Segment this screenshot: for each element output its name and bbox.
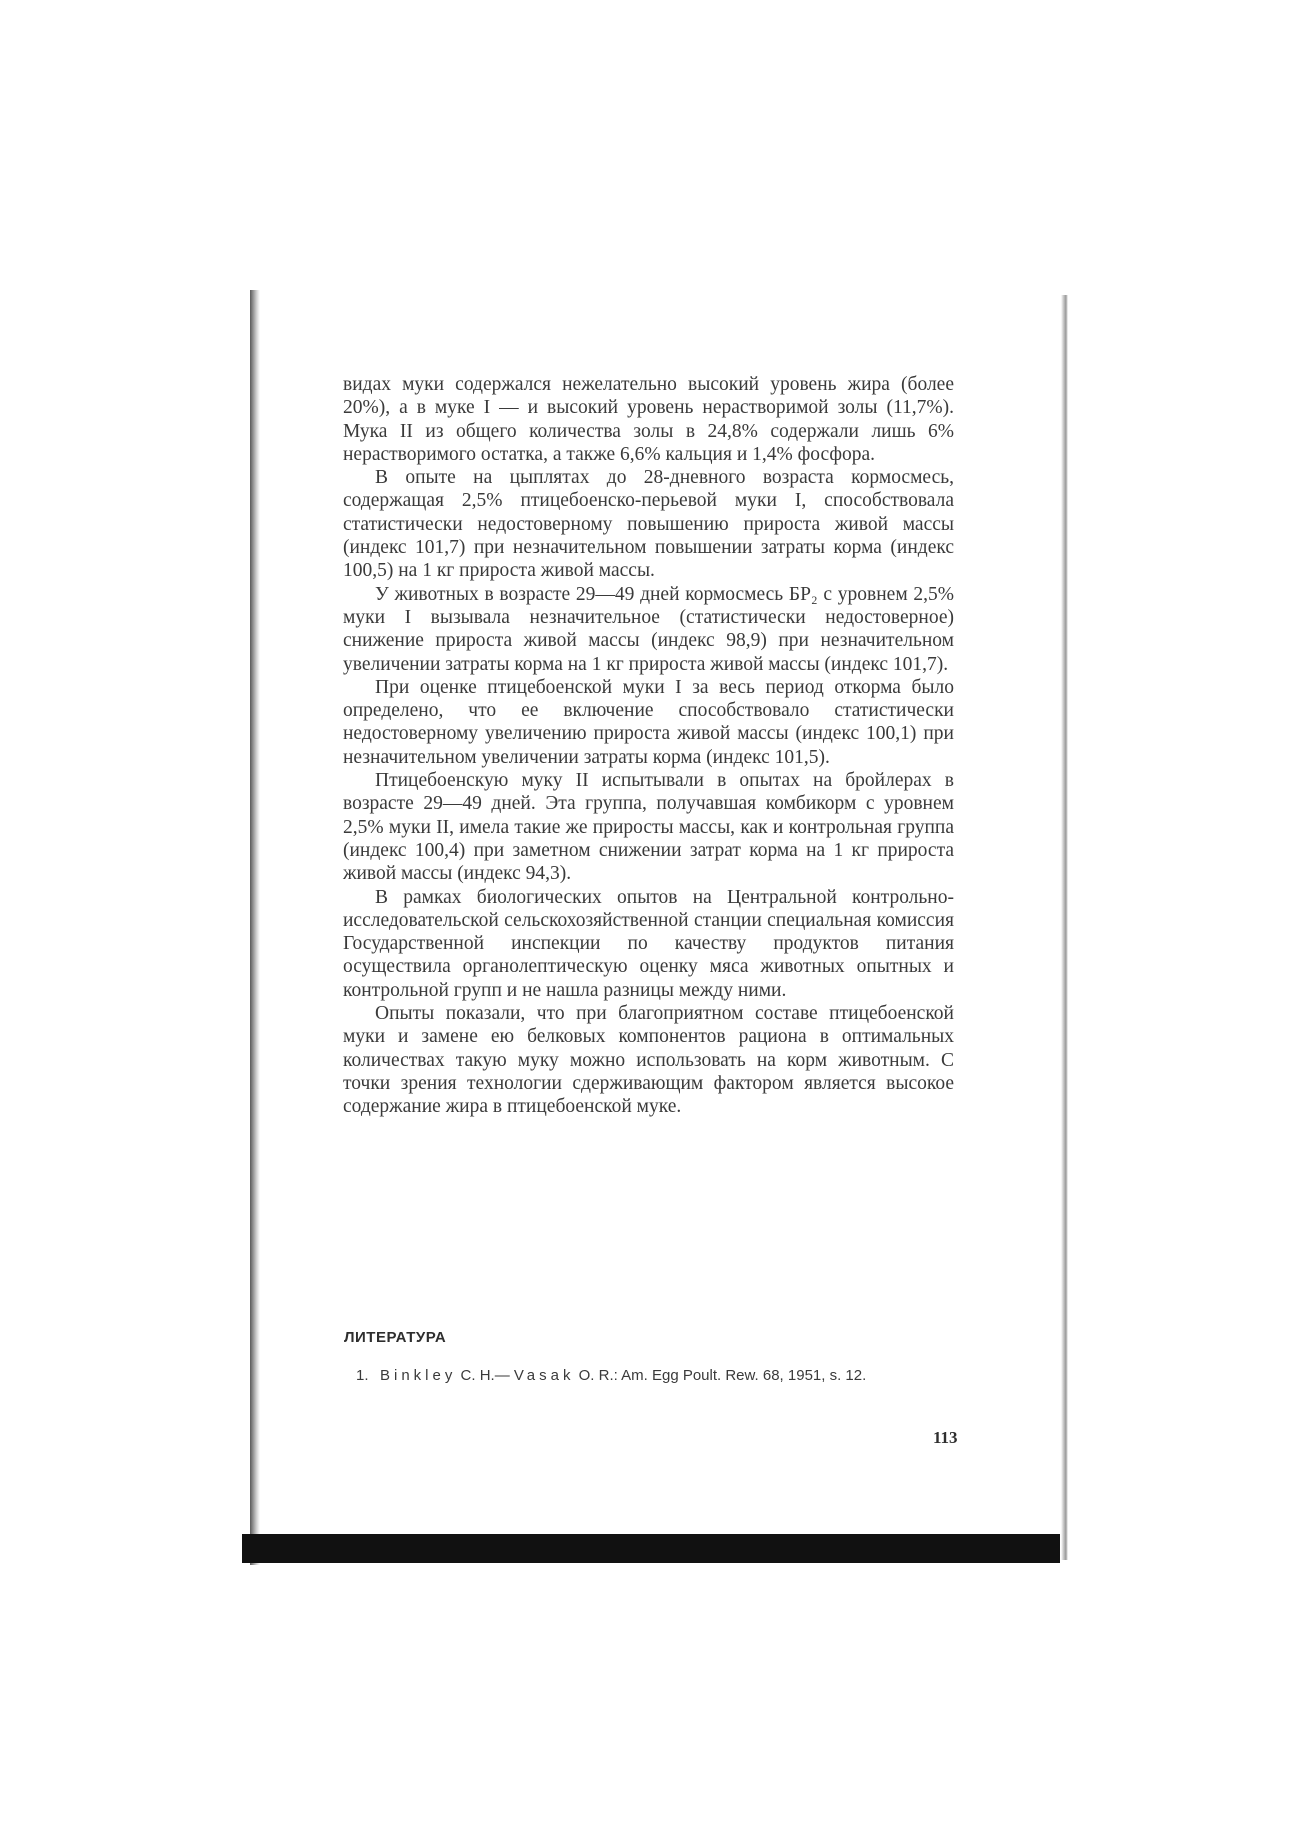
reference-initials: C. H.— xyxy=(460,1367,510,1384)
paragraph: При оценке птицебоенской муки I за весь период откорма было определено, что ее включение способствовало статистически недостоверному увеличению прироста живой массы (индекс 100,1) при незначительном увеличении затраты корма (индекс 101,5). xyxy=(343,676,954,768)
scan-shadow-right xyxy=(1061,295,1068,1560)
scan-shadow-bottom xyxy=(242,1534,1060,1563)
reference-item xyxy=(356,1366,956,1386)
reference-author: Binkley xyxy=(380,1367,457,1384)
paragraph: В опыте на цыплятах до 28-дневного возраста кормосмесь, содержащая 2,5% птицебоенско-перьевой муки I, способствовала статистически недостоверному повышению прироста живой массы (индекс 101,7) при незначительном повышении затраты корма (индекс 100,5) на 1 кг прироста живой массы. xyxy=(343,467,954,582)
paragraph: В рамках биологических опытов на Центральной контрольно-исследовательской сельскохозяйственной станции специальная комиссия Государственной инспекции по качеству продуктов питания осуществила органолептическую оценку мяса животных опытных и контрольной групп и не нашла разницы между ними. xyxy=(343,886,954,1001)
reference-author: Vasak xyxy=(513,1367,575,1384)
paragraph: видах муки содержался нежелательно высокий уровень жира (более 20%), а в муке I — и высокий уровень нерастворимой золы (11,7%). Мука II из общего количества золы в 24,8% содержали лишь 6% нерастворимого остатка, а также 6,6% кальция и 1,4% фосфора. xyxy=(343,374,954,465)
references-heading: ЛИТЕРАТУРА xyxy=(344,1329,447,1346)
body-text xyxy=(343,373,954,1119)
reference-text xyxy=(380,1366,956,1386)
scan-shadow-left xyxy=(250,290,260,1565)
paragraph: Опыты показали, что при благоприятном составе птицебоенской муки и замене ею белковых компонентов рациона в оптимальных количествах такую муку можно использовать на корм животным. С точки зрения технологии сдерживающим фактором является высокое содержание жира в птицебоенской муке. xyxy=(343,1003,954,1118)
page-number: 113 xyxy=(933,1428,958,1447)
reference-number: 1. xyxy=(356,1367,369,1384)
paragraph: У животных в возрасте 29—49 дней кормосмесь БР₂ с уровнем 2,5% муки I вызывала незначительное (статистически недостоверное) снижение прироста живой массы (индекс 98,9) при незначительном увеличении затраты корма на 1 кг прироста живой массы (индекс 101,7). xyxy=(343,583,954,675)
paragraph: Птицебоенскую муку II испытывали в опытах на бройлерах в возрасте 29—49 дней. Эта группа, получавшая комбикорм с уровнем 2,5% муки II, имела такие же приросты массы, как и контрольная группа (индекс 100,4) при заметном снижении затрат корма на 1 кг прироста живой массы (индекс 94,3). xyxy=(343,770,954,885)
reference-details: O. R.: Am. Egg Poult. Rew. 68, 1951, s. 12. xyxy=(578,1367,867,1384)
